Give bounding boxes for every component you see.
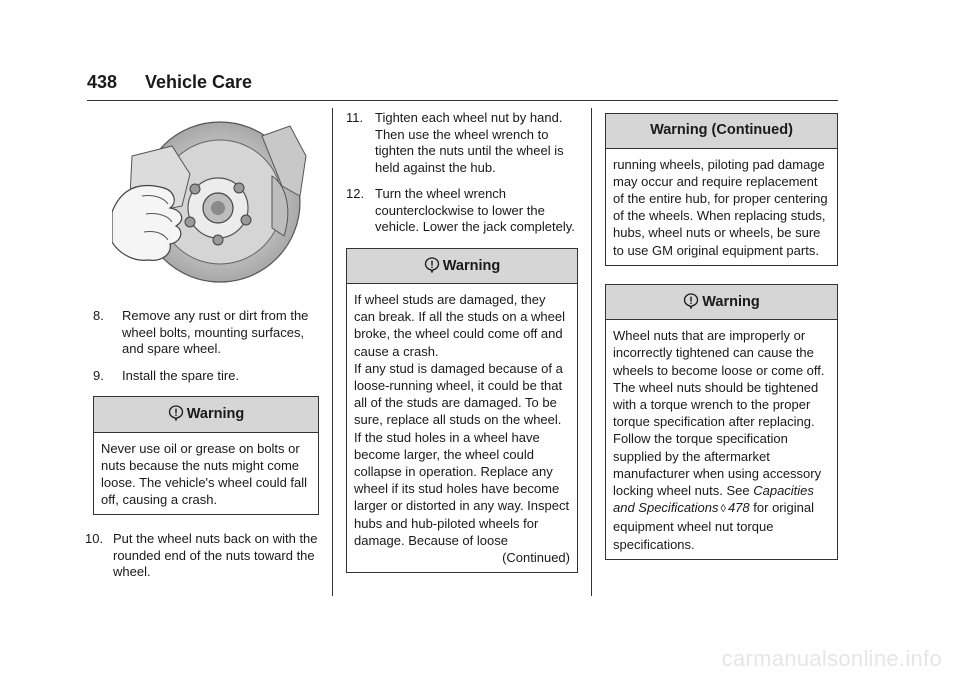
warning-icon: [168, 405, 184, 421]
step-number: 10.: [85, 531, 104, 547]
step-12: [346, 186, 578, 236]
step-8: [93, 308, 319, 358]
step-number: 11.: [346, 110, 364, 125]
step-text: Tighten each wheel nut by hand. Then use the wheel wrench to tighten the nuts until the wheel is held against the hub.: [375, 110, 564, 175]
warning-title: Warning: [702, 293, 760, 310]
page-reference-arrow-icon: ◊: [720, 503, 726, 516]
warning-header: [606, 285, 837, 321]
cross-reference-link[interactable]: Capacities and Specifications: [613, 483, 814, 516]
column-divider-2: [591, 108, 592, 596]
warning-title: Warning: [186, 406, 245, 422]
step-9: [93, 368, 319, 385]
warning-box: [93, 396, 319, 515]
header-rule: [87, 100, 838, 101]
warning-title: Warning: [442, 257, 501, 274]
step-text: Put the wheel nuts back on with the rounded end of the nuts toward the wheel.: [113, 531, 318, 580]
continued-label: (Continued): [502, 550, 570, 566]
warning-paragraph: If any stud is damaged because of a loose-running wheel, it could be that all of the studs are damaged. To be sure, replace all studs on the wheel. If the stud holes in a wheel have become larger, the wheel could collapse in operation. Replace any wheel if its stud holes have become larger or distorted in any way. Inspect hubs and hub-piloted wheels for damage. Because of loose: [354, 360, 570, 548]
page-reference[interactable]: 478: [727, 500, 750, 516]
column-2: [346, 110, 578, 587]
step-11: [346, 110, 578, 176]
column-3: [605, 113, 838, 574]
column-divider-1: [332, 108, 333, 596]
step-number: 8.: [93, 308, 104, 323]
warning-box: [346, 248, 578, 574]
step-10: [85, 531, 319, 581]
warning-body: [606, 320, 837, 559]
page-header: [87, 72, 252, 93]
wheel-hub-illustration: [112, 116, 310, 288]
warning-body: Never use oil or grease on bolts or nuts because the nuts might come loose. The vehicle's wheel could fall off, causing a crash.: [101, 440, 308, 508]
warning-text: Wheel nuts that are improperly or incorrectly tightened can cause the wheels to become loose or come off. The wheel nuts should be tightened with a torque wrench to the proper torque specification after replacing. Follow the torque specification supplied by the aftermarket manufacturer when using accessory locking wheel nuts. See: [613, 328, 825, 499]
step-text: Remove any rust or dirt from the wheel bolts, mounting surfaces, and spare wheel.: [122, 308, 309, 356]
warning-header: [347, 249, 577, 285]
warning-icon: [683, 293, 699, 309]
warning-continued-box: [605, 113, 838, 266]
column-1: [85, 308, 319, 591]
page-number: 438: [87, 72, 118, 92]
warning-box: [605, 284, 838, 560]
warning-body: [347, 284, 577, 572]
step-text: Turn the wheel wrench counterclockwise to lower the vehicle. Lower the jack completely.: [375, 186, 575, 234]
step-text: Install the spare tire.: [122, 367, 240, 383]
warning-body: running wheels, piloting pad damage may occur and require replacement of the entire hub, for proper centering of the wheels. When replacing studs, hubs, wheel nuts or wheels, be sure to use GM original equipment parts.: [613, 156, 828, 258]
warning-header: Warning (Continued): [606, 114, 837, 149]
step-number: 12.: [346, 186, 365, 201]
watermark: carmanualsonline.info: [721, 646, 942, 671]
warning-header: [94, 397, 318, 433]
step-number: 9.: [93, 367, 104, 383]
warning-icon: [424, 257, 440, 273]
warning-paragraph: If wheel studs are damaged, they can break. If all the studs on a wheel broke, the wheel could come off and cause a crash.: [354, 292, 566, 359]
warning-text: for original equipment wheel nut torque specifications.: [613, 500, 814, 552]
section-title: Vehicle Care: [145, 72, 253, 92]
